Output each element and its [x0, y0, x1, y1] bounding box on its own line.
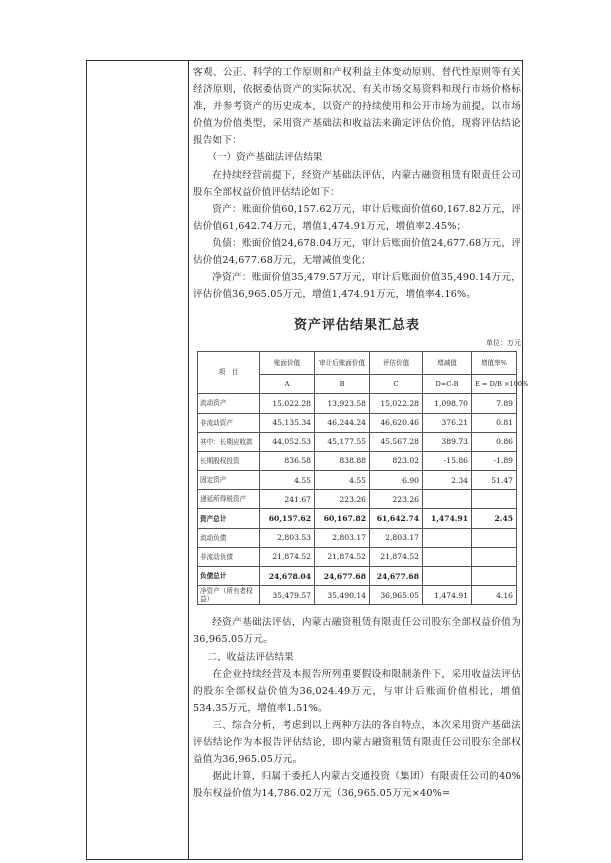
asset-basis-intro: 在持续经营前提下，经资产基础法评估，内蒙古融资租赁有限责任公司股东全部权益价值评估结论如下：: [193, 169, 521, 198]
cell-change: 1,474.91: [423, 509, 472, 528]
liabilities-result: 负债：账面价值24,678.04万元，审计后账面价值24,677.68万元，评估价值24,677.68万元，无增减值变化；: [193, 237, 521, 267]
table-row: [198, 471, 517, 490]
row-label: 流动资产: [198, 394, 260, 413]
subheader-d: D=C-B: [423, 375, 472, 394]
table-row: [198, 394, 517, 413]
row-label: 负债总计: [198, 567, 260, 586]
cell-appraised-value: 45,567.28: [370, 432, 423, 451]
intro-paragraph: 客观、公正、科学的工作原则和产权利益主体变动原则、替代性原则等有关经济原则，依据委估资产的实际状况、有关市场交易资料和现行市场价格标准，并参考资产的历史成本，以资产的持续使用和公开市场为前提，以市场价值为价值类型，采用资产基础法和收益法来确定评估价值，现将评估结论报告如下：: [193, 67, 521, 147]
cell-book-value: 60,157.62: [260, 509, 315, 528]
cell-book-value: 4.55: [260, 471, 315, 490]
cell-appraised-value: 6.90: [370, 471, 423, 490]
row-label: 净资产（所有者权益）: [198, 586, 260, 605]
cell-book-value: 45,135.34: [260, 413, 315, 432]
table-row: [198, 413, 517, 432]
cell-book-value: 24,678.04: [260, 567, 315, 586]
cell-audited-value: 21,874.52: [315, 547, 370, 566]
row-label: 资产总计: [198, 509, 260, 528]
header-book-value: 账面价值: [260, 352, 315, 375]
cell-change-rate: [472, 528, 517, 547]
row-label: 流动负债: [198, 528, 260, 547]
cell-change-rate: 4.16: [472, 586, 517, 605]
row-label: 长期股权投资: [198, 451, 260, 470]
conclusion-paragraph: 三、综合分析，考虑到以上两种方法的各自特点，本次采用资产基础法评估结论作为本报告评估结论，即内蒙古融资租赁有限责任公司股东全部权益值为36,965.05万元。: [193, 719, 521, 766]
cell-book-value: 35,479.57: [260, 586, 315, 605]
row-label: 非流动资产: [198, 413, 260, 432]
cell-change: [423, 547, 472, 566]
cell-change: 2.34: [423, 471, 472, 490]
table-unit: 单位：万元: [486, 339, 521, 348]
cell-change-rate: 7.89: [472, 394, 517, 413]
cell-change: 376.21: [423, 413, 472, 432]
cell-change-rate: [472, 490, 517, 509]
cell-audited-value: 60,167.82: [315, 509, 370, 528]
cell-appraised-value: 46,620.46: [370, 413, 423, 432]
subheader-b: B: [315, 375, 370, 394]
cell-appraised-value: 15,022.28: [370, 394, 423, 413]
table-row: [198, 567, 517, 586]
cell-change: 389.73: [423, 432, 472, 451]
subheader-a: A: [260, 375, 315, 394]
table-body: [198, 394, 517, 605]
table-row: [198, 432, 517, 451]
table-row: [198, 490, 517, 509]
cell-change-rate: -1.89: [472, 451, 517, 470]
cell-audited-value: 4.55: [315, 471, 370, 490]
conclusion-paragraph: 据此计算，归属于委托人内蒙古交通投资（集团）有限责任公司的40%股东权益价值为14,786.02万元（36,965.05万元×40%=: [193, 771, 521, 800]
conclusion-paragraph: 在企业持续经营及本报告所列重要假设和限制条件下，采用收益法评估的股东全部权益价值为36,024.49万元，与审计后账面价值相比，增值534.35万元，增值率1.51%。: [193, 668, 521, 714]
cell-appraised-value: 2,803.17: [370, 528, 423, 547]
section-heading-asset-basis: （一）资产基础法评估结果: [207, 152, 323, 164]
cell-change-rate: 51.47: [472, 471, 517, 490]
cell-change: 1,474.91: [423, 586, 472, 605]
cell-change: [423, 528, 472, 547]
section-heading: 二、收益法评估结果: [207, 651, 294, 663]
cell-change-rate: [472, 547, 517, 566]
cell-audited-value: 2,803.17: [315, 528, 370, 547]
summary-table: [197, 351, 529, 605]
cell-audited-value: 838.88: [315, 451, 370, 470]
cell-change: -15.86: [423, 451, 472, 470]
cell-change-rate: 0.86: [472, 432, 517, 451]
row-label: 递延所得税资产: [198, 490, 260, 509]
header-change-rate: 增值率%: [472, 352, 517, 375]
row-label: 其中：长期应收款: [198, 432, 260, 451]
cell-appraised-value: 223.26: [370, 490, 423, 509]
row-label: 固定资产: [198, 471, 260, 490]
report-content: [193, 64, 529, 802]
table-header-row: [198, 352, 517, 375]
table-row: [198, 451, 517, 470]
cell-appraised-value: 24,677.68: [370, 567, 423, 586]
table-row: [198, 528, 517, 547]
header-audited-book-value: 审计后账面价值: [315, 352, 370, 375]
cell-book-value: 241.67: [260, 490, 315, 509]
table-title: 资产评估结果汇总表: [293, 318, 420, 334]
cell-appraised-value: 21,874.52: [370, 547, 423, 566]
subheader-e: E = D/B ×100%: [472, 375, 517, 394]
cell-change: [423, 567, 472, 586]
conclusion-section: [193, 614, 521, 802]
cell-audited-value: 35,490.14: [315, 586, 370, 605]
header-item: 项 目: [198, 352, 260, 394]
cell-book-value: 836.58: [260, 451, 315, 470]
cell-change: [423, 490, 472, 509]
cell-audited-value: 24,677.68: [315, 567, 370, 586]
cell-appraised-value: 823.02: [370, 451, 423, 470]
row-label: 非流动负债: [198, 547, 260, 566]
table-row: [198, 547, 517, 566]
cell-audited-value: 45,177.55: [315, 432, 370, 451]
cell-appraised-value: 61,642.74: [370, 509, 423, 528]
column-divider: [188, 60, 189, 860]
cell-audited-value: 223.26: [315, 490, 370, 509]
cell-book-value: 15,022.28: [260, 394, 315, 413]
cell-audited-value: 46,244.24: [315, 413, 370, 432]
subheader-c: C: [370, 375, 423, 394]
cell-change: 1,098.70: [423, 394, 472, 413]
header-change: 增减值: [423, 352, 472, 375]
cell-book-value: 21,874.52: [260, 547, 315, 566]
cell-change-rate: [472, 567, 517, 586]
cell-change-rate: 0.81: [472, 413, 517, 432]
cell-book-value: 44,052.53: [260, 432, 315, 451]
header-appraised-value: 评估价值: [370, 352, 423, 375]
cell-appraised-value: 36,965.05: [370, 586, 423, 605]
table-row: [198, 586, 517, 605]
net-assets-result: 净资产：账面价值35,479.57万元，审计后账面价值35,490.14万元，评估价值36,965.05万元，增值1,474.91万元，增值率4.16%。: [193, 272, 521, 301]
conclusion-paragraph: 经资产基础法评估，内蒙古融资租赁有限责任公司股东全部权益价值为36,965.05万元。: [193, 617, 521, 646]
cell-book-value: 2,803.53: [260, 528, 315, 547]
cell-audited-value: 13,923.58: [315, 394, 370, 413]
cell-change-rate: 2.45: [472, 509, 517, 528]
table-row: [198, 509, 517, 528]
assets-result: 资产：账面价值60,157.62万元，审计后账面价值60,167.82万元，评估价值61,642.74万元，增值1,474.91万元，增值率2.45%；: [193, 203, 521, 232]
